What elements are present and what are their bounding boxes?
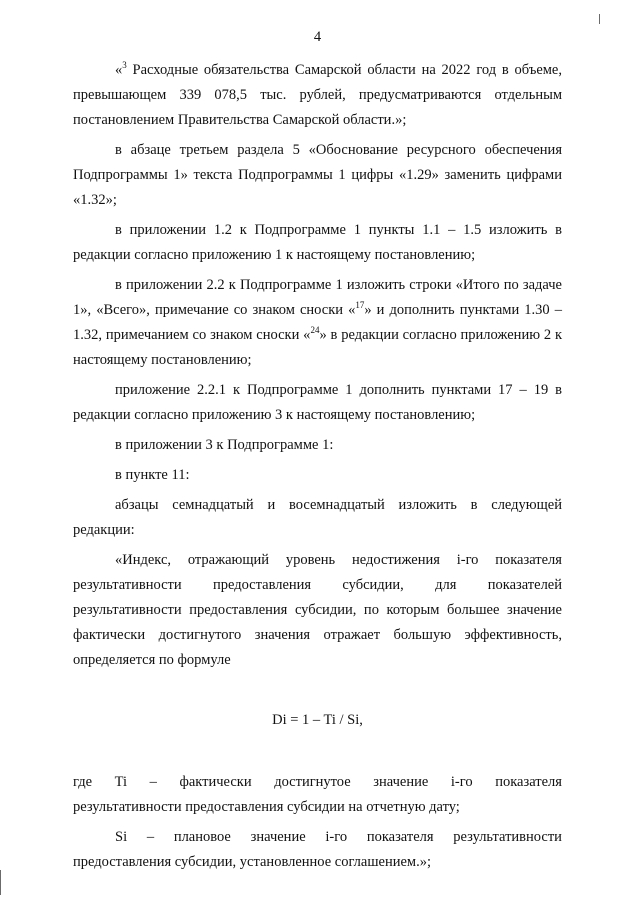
scan-mark [0,870,1,895]
footnote-mark: 17 [355,300,365,311]
justified-line: где Ti – фактически достигнутое значение i-го показателя [73,774,562,790]
paragraph-si-definition: Si – плановое значение i-го показателя результативности предоставления субсидии, установленное соглашением.»; [73,825,562,875]
footnote-mark: 3 [122,60,127,71]
paragraph-appendix-3: в приложении 3 к Подпрограмме 1: [115,437,334,453]
justified-line: «Индекс, отражающий уровень недостижения i-го показателя [115,552,562,568]
formula: Di = 1 – Ti / Si, [272,712,363,728]
page-number: 4 [313,29,322,45]
paragraph-item-11: в пункте 11: [115,467,190,483]
scan-mark [599,14,600,24]
paragraph-footnote-3: «$^3$ Расходные обязательства Самарской области на 2022 год в объеме, превышающем 339 078,5 тыс. рублей, предусматриваются отдельным постановлением Правительства Самарской области.»; [73,60,562,128]
footnote-mark: 24 [310,325,320,336]
paragraph-section-5: в абзаце третьем раздела 5 «Обоснование ресурсного обеспечения Подпрограммы 1» текста Подпрограммы 1 цифры «1.29» заменить цифрами «1.32»; [73,142,562,208]
paragraph-appendix-2-2-1: приложение 2.2.1 к Подпрограмме 1 дополнить пунктами 17 – 19 в редакции согласно приложению 3 к настоящему постановлению; [73,382,562,423]
paragraph-appendix-1-2: в приложении 1.2 к Подпрограмме 1 пункты 1.1 – 1.5 изложить в редакции согласно приложению 1 к настоящему постановлению; [73,222,562,263]
paragraph-abzacy: абзацы семнадцатый и восемнадцатый изложить в следующей редакции: [73,497,562,538]
paragraph-index-definition: «Индекс, отражающий уровень недостижения i-го показателя результативности предоставления субсидии, для показателей результативности предоставления субсидии, по которым большее значение фактически достигнутого значения отражает большую эффективность, определяется по формуле [73,548,562,673]
paragraph-appendix-2-2: в приложении 2.2 к Подпрограмме 1 изложить строки «Итого по задаче 1», «Всего», примечание со знаком сноски «$^{17}$» и дополнить пунктами 1.30 – 1.32, примечанием со знаком сноски «$^{24}$» в редакции согласно приложению 2 к настоящему постановлению; [73,277,563,368]
justified-line: результативности предоставления субсидии, для показателей [73,577,562,593]
paragraph-ti-definition: где Ti – фактически достигнутое значение i-го показателя результативности предоставления субсидии на отчетную дату; [73,770,562,820]
justified-line: Si – плановое значение i-го показателя результативности [115,829,562,845]
